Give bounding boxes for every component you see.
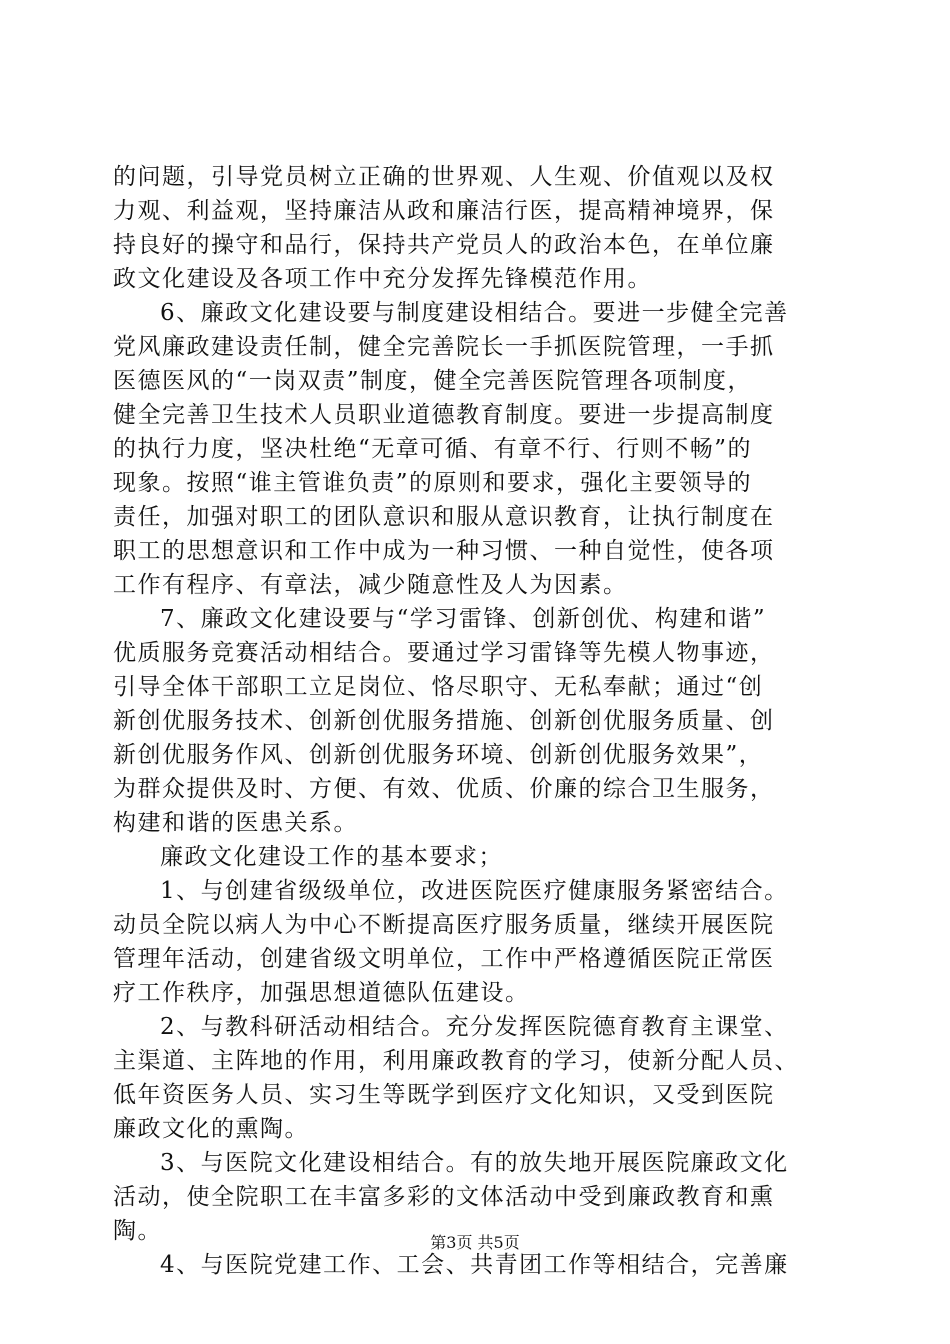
text-line: 6、廉政文化建设要与制度建设相结合。要进一步健全完善 (160, 300, 789, 326)
text-line: 7、廉政文化建设要与“学习雷锋、创新创优、构建和谐” (160, 606, 767, 632)
text-line: 4、与医院党建工作、工会、共青团工作等相结合，完善廉 (160, 1252, 789, 1278)
text-line: 1、与创建省级级单位，改进医院医疗健康服务紧密结合。 (160, 878, 789, 904)
text-line: 引导全体干部职工立足岗位、恪尽职守、无私奉献；通过“创 (113, 674, 764, 700)
text-line: 构建和谐的医患关系。 (113, 810, 358, 836)
text-line: 力观、利益观，坚持廉洁从政和廉洁行医，提高精神境界，保 (113, 198, 775, 224)
page-footer: 第3页 共5页 (430, 1233, 520, 1252)
text-line: 政文化建设及各项工作中充分发挥先锋模范作用。 (113, 266, 652, 292)
text-line: 活动，使全院职工在丰富多彩的文体活动中受到廉政教育和熏 (113, 1184, 775, 1210)
text-line: 动员全院以病人为中心不断提高医疗服务质量，继续开展医院 (113, 912, 775, 938)
text-line: 党风廉政建设责任制，健全完善院长一手抓医院管理，一手抓 (113, 334, 775, 360)
text-line: 主渠道、主阵地的作用，利用廉政教育的学习，使新分配人员、 (113, 1048, 799, 1074)
text-line: 的执行力度，坚决杜绝“无章可循、有章不行、行则不畅”的 (113, 436, 753, 462)
text-line: 现象。按照“谁主管谁负责”的原则和要求，强化主要领导的 (113, 470, 753, 496)
text-line: 持良好的操守和品行，保持共产党员人的政治本色，在单位廉 (113, 232, 775, 258)
text-line: 的问题，引导党员树立正确的世界观、人生观、价值观以及权 (113, 164, 775, 190)
text-line: 工作有程序、有章法，减少随意性及人为因素。 (113, 572, 628, 598)
text-line: 优质服务竞赛活动相结合。要通过学习雷锋等先模人物事迹， (113, 640, 775, 666)
text-line: 新创优服务技术、创新创优服务措施、创新创优服务质量、创 (113, 708, 775, 734)
text-line: 健全完善卫生技术人员职业道德教育制度。要进一步提高制度 (113, 402, 775, 428)
text-line: 廉政文化的熏陶。 (113, 1116, 309, 1142)
text-line: 陶。 (113, 1218, 162, 1244)
text-line: 责任，加强对职工的团队意识和服从意识教育，让执行制度在 (113, 504, 775, 530)
document-body (113, 160, 833, 1282)
text-line: 新创优服务作风、创新创优服务环境、创新创优服务效果”， (113, 742, 764, 768)
text-line: 廉政文化建设工作的基本要求； (160, 844, 503, 870)
text-line: 管理年活动，创建省级文明单位，工作中严格遵循医院正常医 (113, 946, 775, 972)
text-line: 为群众提供及时、方便、有效、优质、价廉的综合卫生服务， (113, 776, 775, 802)
text-line: 3、与医院文化建设相结合。有的放失地开展医院廉政文化 (160, 1150, 789, 1176)
text-line: 疗工作秩序，加强思想道德队伍建设。 (113, 980, 530, 1006)
text-line: 2、与教科研活动相结合。充分发挥医院德育教育主课堂、 (160, 1014, 789, 1040)
text-line: 医德医风的“一岗双责”制度，健全完善医院管理各项制度， (113, 368, 753, 394)
text-line: 低年资医务人员、实习生等既学到医疗文化知识，又受到医院 (113, 1082, 775, 1108)
text-line: 职工的思想意识和工作中成为一种习惯、一种自觉性，使各项 (113, 538, 775, 564)
